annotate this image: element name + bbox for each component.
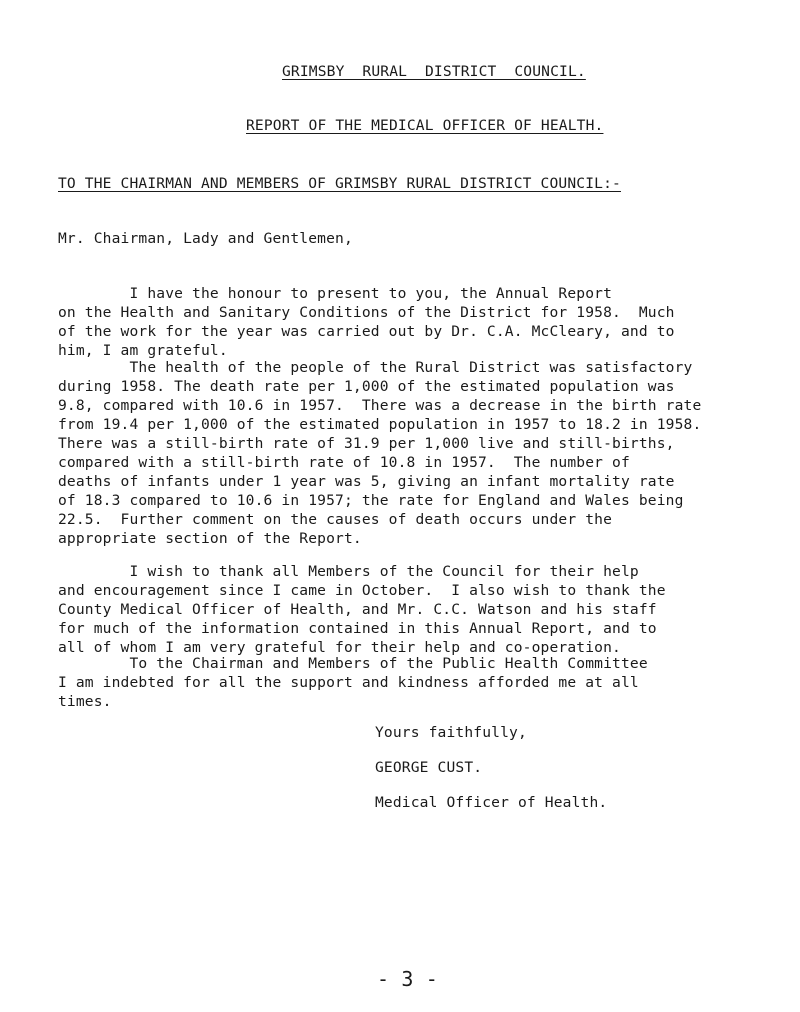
signatory-name: GEORGE CUST.: [375, 759, 483, 776]
paragraph-line: him, I am grateful.: [58, 342, 228, 359]
paragraph-line: all of whom I am very grateful for their help and co-operation.: [58, 639, 621, 656]
signatory-title: Medical Officer of Health.: [375, 794, 608, 811]
paragraph-line: and encouragement since I came in October. I also wish to thank the: [58, 582, 666, 599]
paragraph-line: The health of the people of the Rural District was satisfactory: [58, 359, 693, 376]
paragraph-line: I have the honour to present to you, the Annual Report: [58, 285, 613, 302]
paragraph-line: for much of the information contained in this Annual Report, and to: [58, 620, 657, 637]
paragraph-line: of the work for the year was carried out by Dr. C.A. McCleary, and to: [58, 323, 675, 340]
paragraph-line: There was a still-birth rate of 31.9 per 1,000 live and still-births,: [58, 435, 675, 452]
paragraph-line: deaths of infants under 1 year was 5, giving an infant mortality rate: [58, 473, 675, 490]
paragraph-health-statistics: [58, 358, 701, 548]
paragraph-line: from 19.4 per 1,000 of the estimated population in 1957 to 18.2 in 1958.: [58, 416, 702, 433]
paragraph-line: I am indebted for all the support and kindness afforded me at all: [58, 674, 639, 691]
paragraph-committee: [58, 654, 648, 711]
addressee-line: TO THE CHAIRMAN AND MEMBERS OF GRIMSBY RURAL DISTRICT COUNCIL:-: [58, 175, 621, 192]
page-number: - 3 -: [377, 967, 438, 991]
paragraph-acknowledgement: [58, 284, 675, 360]
paragraph-line: during 1958. The death rate per 1,000 of the estimated population was: [58, 378, 675, 395]
paragraph-thanks: [58, 562, 666, 657]
paragraph-line: on the Health and Sanitary Conditions of the District for 1958. Much: [58, 304, 675, 321]
closing-yours-faithfully: Yours faithfully,: [375, 724, 527, 741]
paragraph-line: 9.8, compared with 10.6 in 1957. There was a decrease in the birth rate: [58, 397, 702, 414]
paragraph-line: compared with a still-birth rate of 10.8 in 1957. The number of: [58, 454, 630, 471]
salutation: Mr. Chairman, Lady and Gentlemen,: [58, 230, 353, 247]
paragraph-line: 22.5. Further comment on the causes of death occurs under the: [58, 511, 613, 528]
council-heading: GRIMSBY RURAL DISTRICT COUNCIL.: [282, 63, 586, 80]
paragraph-line: I wish to thank all Members of the Council for their help: [58, 563, 639, 580]
paragraph-line: of 18.3 compared to 10.6 in 1957; the rate for England and Wales being: [58, 492, 684, 509]
report-title: REPORT OF THE MEDICAL OFFICER OF HEALTH.: [246, 117, 604, 134]
paragraph-line: appropriate section of the Report.: [58, 530, 362, 547]
paragraph-line: To the Chairman and Members of the Public Health Committee: [58, 655, 648, 672]
paragraph-line: County Medical Officer of Health, and Mr. C.C. Watson and his staff: [58, 601, 657, 618]
paragraph-line: times.: [58, 693, 112, 710]
